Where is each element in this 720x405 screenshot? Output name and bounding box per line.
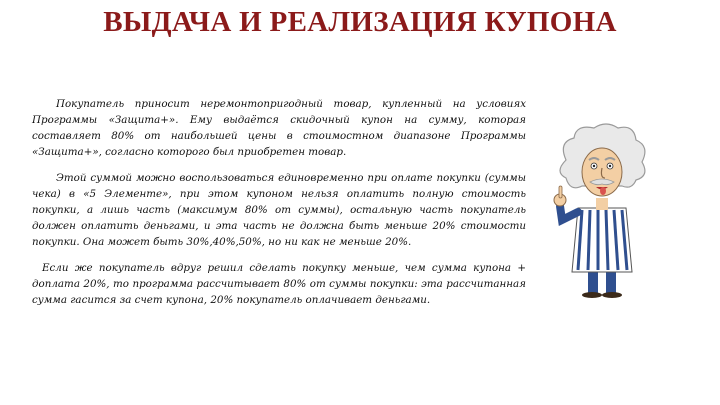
paragraph-coupon-issue: Покупатель приносит неремонтопригодный товар, купленный на условиях Программы «Защита+». Ему выдаётся скидочный купон на сумму, которая составляет 80% от наибольшей цены в стоимостном диапазоне Программы «Защита+», согласно которого был приобретен товар. bbox=[32, 98, 526, 158]
slide-body-text bbox=[32, 96, 526, 318]
einstein-cartoon-icon bbox=[548, 120, 656, 298]
paragraph-small-purchase: Если же покупатель вдруг решил сделать покупку меньше, чем сумма купона + доплата 20%, то программа рассчитывает 80% от суммы покупки: эта рассчитанная сумма гасится за счет купона, 20% покупатель оплачивает деньгами. bbox=[32, 262, 526, 306]
slide-title: ВЫДАЧА И РЕАЛИЗАЦИЯ КУПОНА bbox=[103, 6, 617, 38]
paragraph-coupon-usage: Этой суммой можно воспользоваться единовременно при оплате покупки (суммы чека) в «5 Элементе», при этом купоном нельзя оплатить полную стоимость покупки, а лишь часть (максимум 80% от суммы), остальную часть покупатель должен оплатить деньгами, и эта часть не должна быть меньше 20% стоимости покупки. Она может быть 30%,40%,50%, но ни как не меньше 20%. bbox=[32, 172, 526, 248]
